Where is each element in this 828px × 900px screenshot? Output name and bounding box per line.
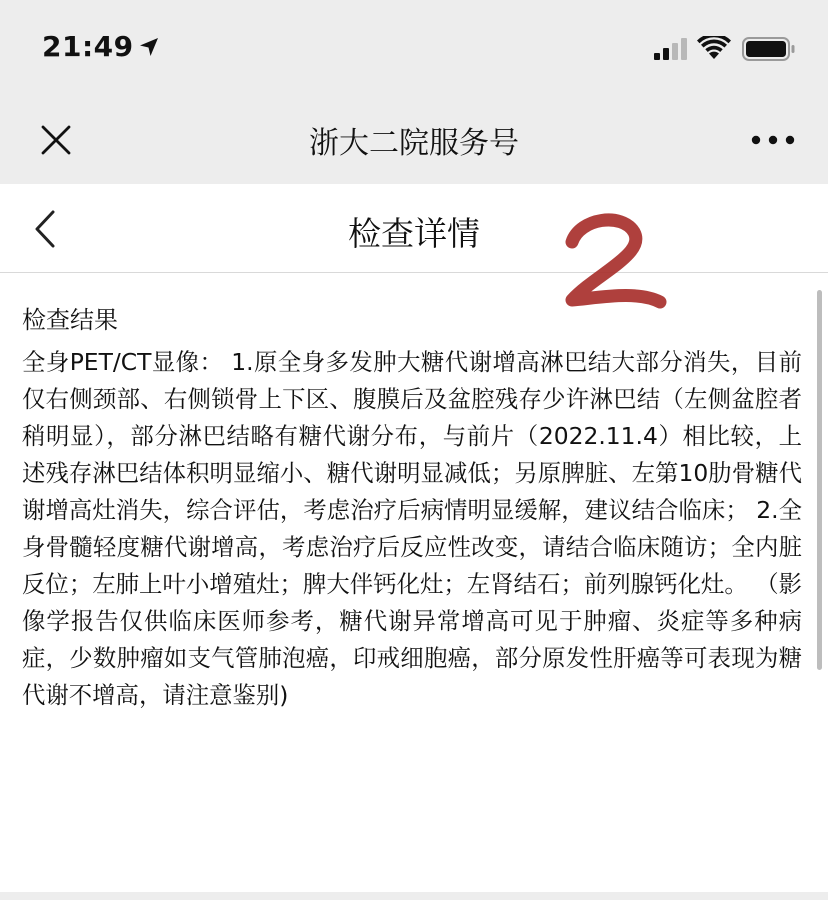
page-title: 检查详情 — [348, 214, 480, 253]
cellular-signal-icon — [654, 38, 690, 60]
section-title: 检查结果 — [22, 306, 118, 334]
scrollbar[interactable] — [817, 290, 822, 670]
more-icon — [746, 126, 800, 154]
page-header — [0, 184, 828, 273]
location-arrow-icon — [138, 36, 160, 58]
result-content — [22, 302, 802, 714]
result-text: 全身PET/CT显像： 1.原全身多发肿大糖代谢增高淋巴结大部分消失，目前仅右侧颈部、右侧锁骨上下区、腹膜后及盆腔残存少许淋巴结（左侧盆腔者稍明显），部分淋巴结略有糖代谢分布，与前片（2022.11.4）相比较，上述残存淋巴结体积明显缩小、糖代谢明显减低；另原脾脏、左第10肋骨糖代谢增高灶消失，综合评估，考虑治疗后病情明显缓解，建议结合临床； 2.全身骨髓轻度糖代谢增高，考虑治疗后反应性改变，请结合临床随访；全内脏反位；左肺上叶小增殖灶；脾大伴钙化灶；左肾结石；前列腺钙化灶。 （影像学报告仅供临床医师参考，糖代谢异常增高可见于肿瘤、炎症等多种病症，少数肿瘤如支气管肺泡癌，印戒细胞癌，部分原发性肝癌等可表现为糖代谢不增高，请注意鉴别) — [22, 348, 802, 709]
battery-icon — [742, 37, 796, 61]
wifi-icon — [697, 36, 731, 60]
status-time: 21:49 — [42, 30, 134, 63]
status-bar — [0, 0, 828, 96]
handwritten-mark-label: 2 — [612, 263, 614, 265]
top-nav-bar — [0, 96, 828, 184]
nav-title: 浙大二院服务号 — [309, 126, 519, 161]
more-button[interactable] — [746, 126, 800, 154]
